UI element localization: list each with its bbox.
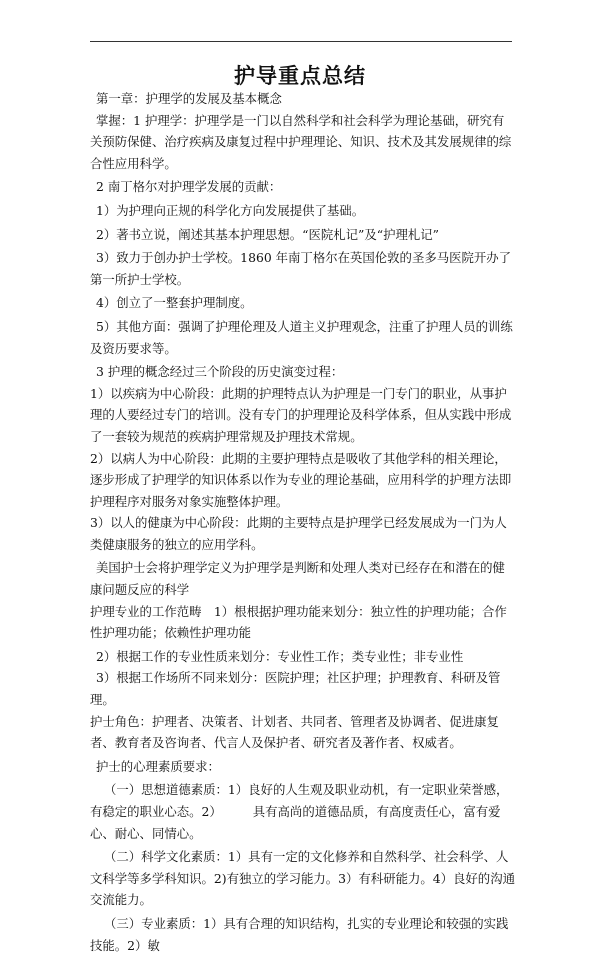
- stage-item-1: 1）以疾病为中心阶段：此期的护理特点认为护理是一门专门的职业，从事护理的人要经过专门的培训。没有专门的护理理论及科学体系，但从实践中形成了一套较为规范的疾病护理常规及护理技术常规。: [90, 385, 512, 444]
- work-scope: 护理专业的工作范畴 1）根根据护理功能来划分：独立性的护理功能；合作性护理功能；依赖性护理功能: [90, 603, 507, 641]
- document-body: [90, 88, 516, 956]
- quality-item-3: （三）专业素质：1）具有合理的知识结构，扎实的专业理论和较强的实践技能。2）敏: [90, 915, 509, 953]
- concept-stages-heading: 3 护理的概念经过三个阶段的历史演变过程：: [96, 364, 344, 380]
- nightingale-item-5: 5）其他方面：强调了护理伦理及人道主义护理观念，注重了护理人员的训练及资历要求等。: [90, 318, 513, 356]
- header-rule: [90, 41, 512, 42]
- nightingale-heading: 2 南丁格尔对护理学发展的贡献：: [96, 179, 282, 195]
- quality-item-2: （二）科学文化素质：1）具有一定的文化修养和自然科学、社会科学、人文科学等多学科知识。2)有独立的学习能力。3）有科研能力。4）良好的沟通交流能力。: [90, 849, 515, 908]
- stage-item-3: 3）以人的健康为中心阶段：此期的主要特点是护理学已经发展成为一门为人类健康服务的独立的应用学科。: [90, 515, 507, 552]
- nightingale-item-1: 1）为护理向正规的科学化方向发展提供了基础。: [96, 202, 365, 218]
- nurse-roles: 护士角色：护理者、决策者、计划者、共同者、管理者及协调者、促进康复者、教育者及咨询者、代言人及保护者、研究者及著作者、权威者。: [90, 713, 499, 751]
- paragraph-grasp: 掌握：1 护理学：护理学是一门以自然科学和社会科学为理论基础，研究有关预防保健、治疗疾病及康复过程中护理理论、知识、技术及其发展规律的综合性应用科学。: [90, 112, 512, 171]
- stage-item-2: 2）以病人为中心阶段：此期的主要护理特点是吸收了其他学科的相关理论，逐步形成了护理学的知识体系以作为专业的理论基础，应用科学的护理方法即护理程序对服务对象实施整体护理。: [90, 450, 512, 509]
- chapter-heading: 第一章：护理学的发展及基本概念: [96, 91, 282, 106]
- work-scope-2: 2）根据工作的专业性质来划分：专业性工作；类专业性；非专业性: [96, 648, 464, 664]
- document-title: 护导重点总结: [234, 64, 366, 88]
- nightingale-item-2: 2）著书立说，阐述其基本护理思想。“医院札记”及“护理札记”: [96, 226, 439, 242]
- quality-item-1: （一）思想道德素质：1）良好的人生观及职业动机，有一定职业荣誉感，有稳定的职业心态。2） 具有高尚的道德品质，有高度责任心，富有爱心、耐心、同情心。: [90, 782, 509, 841]
- nightingale-item-3: 3）致力于创办护士学校。1860 年南丁格尔在英国伦敦的圣多马医院开办了第一所护士学校。: [90, 250, 512, 287]
- psychological-quality-heading: 护士的心理素质要求：: [96, 758, 220, 774]
- nightingale-item-4: 4）创立了一整套护理制度。: [96, 295, 253, 311]
- ana-definition: 美国护士会将护理学定义为护理学是判断和处理人类对已经存在和潜在的健康问题反应的科学: [90, 560, 505, 598]
- work-scope-3: 3）根据工作场所不同来划分：医院护理；社区护理；护理教育、科研及管理。: [90, 670, 501, 708]
